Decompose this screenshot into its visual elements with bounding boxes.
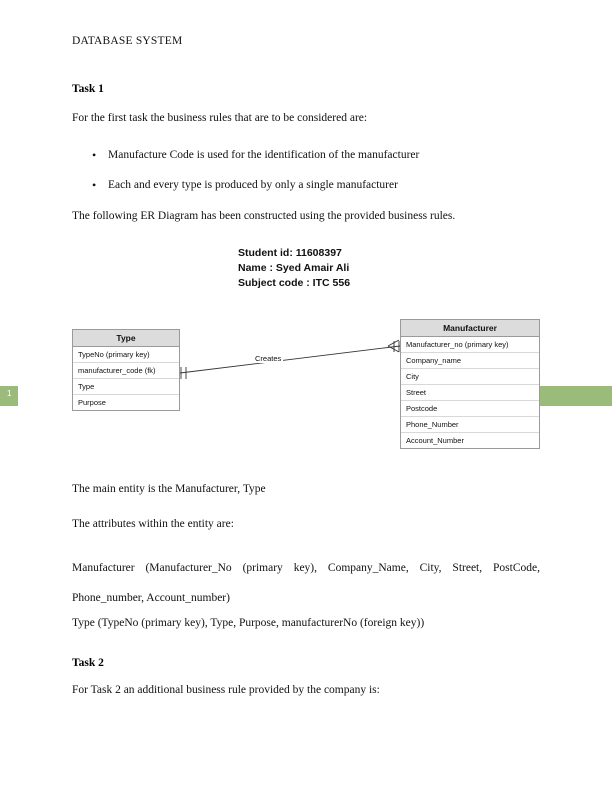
entity-title: Type: [73, 330, 179, 347]
student-name-line: Name : Syed Amair Ali: [238, 262, 350, 274]
entity-attribute: Street: [401, 385, 539, 401]
main-entity-paragraph: The main entity is the Manufacturer, Type: [72, 483, 266, 495]
entity-type: [72, 329, 180, 411]
student-info-block: [238, 246, 350, 291]
entity-title: Manufacturer: [401, 320, 539, 337]
list-item: • Manufacture Code is used for the identification of the manufacturer: [72, 140, 540, 170]
task2-intro-paragraph: For Task 2 an additional business rule provided by the company is:: [72, 684, 380, 696]
relationship-label: Creates: [255, 354, 282, 363]
attributes-intro-paragraph: The attributes within the entity are:: [72, 518, 234, 530]
task1-intro-paragraph: For the first task the business rules that are to be considered are:: [72, 112, 368, 124]
er-diagram: [0, 316, 612, 466]
type-attributes-paragraph: Type (TypeNo (primary key), Type, Purpose, manufacturerNo (foreign key)): [72, 617, 425, 629]
entity-manufacturer: [400, 319, 540, 449]
entity-attribute: Phone_Number: [401, 417, 539, 433]
entity-attribute: Manufacturer_no (primary key): [401, 337, 539, 353]
list-item: • Each and every type is produced by only a single manufacturer: [72, 170, 540, 200]
entity-attribute: manufacturer_code (fk): [73, 363, 179, 379]
student-subject-line: Subject code : ITC 556: [238, 277, 351, 289]
manufacturer-attributes-paragraph: Manufacturer (Manufacturer_No (primary key), Company_Name, City, Street, PostCode, Phone_number, Account_number): [72, 562, 540, 604]
task1-heading: Task 1: [72, 83, 104, 95]
er-intro-paragraph: The following ER Diagram has been constructed using the provided business rules.: [72, 210, 456, 222]
task2-heading: Task 2: [72, 657, 104, 669]
document-header: DATABASE SYSTEM: [72, 35, 183, 47]
student-id-line: Student id: 11608397: [238, 247, 342, 259]
business-rules-list: [72, 140, 540, 200]
entity-attribute: Purpose: [78, 398, 106, 407]
entity-attribute: Postcode: [401, 401, 539, 417]
page-number: 1: [7, 389, 12, 398]
entity-attribute: Account_Number: [406, 436, 464, 445]
entity-attribute: Company_name: [401, 353, 539, 369]
entity-attribute: Type: [73, 379, 179, 395]
entity-attribute: TypeNo (primary key): [73, 347, 179, 363]
entity-attribute: City: [401, 369, 539, 385]
